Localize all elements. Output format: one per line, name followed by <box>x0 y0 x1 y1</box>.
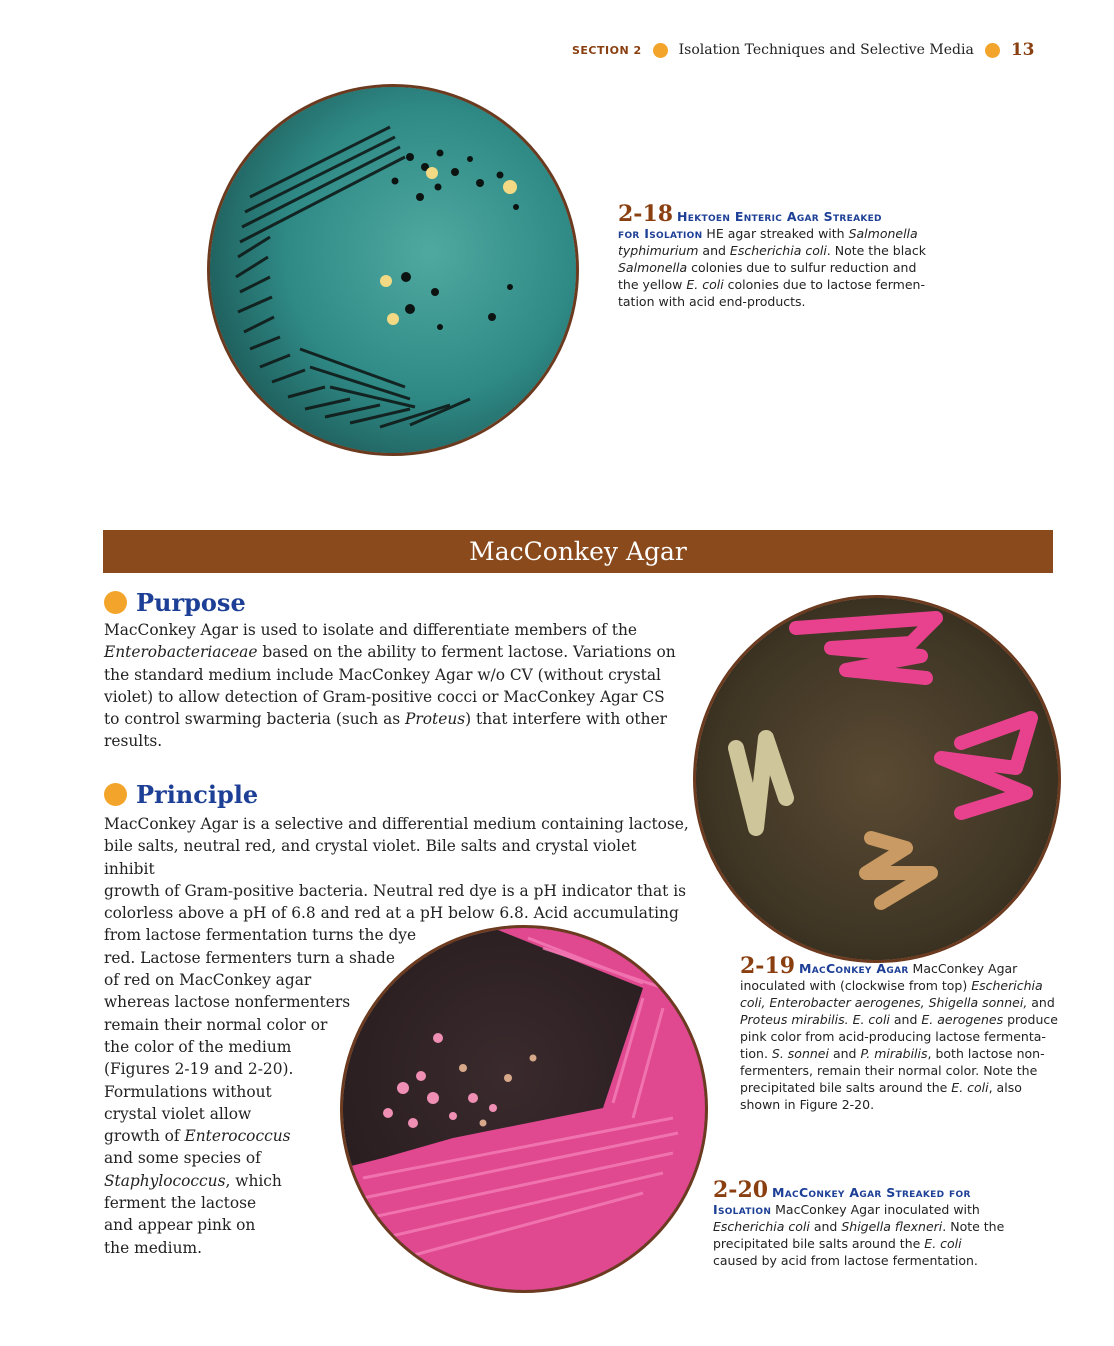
purpose-paragraph <box>104 619 689 753</box>
text-line: the medium. <box>104 1238 202 1257</box>
text-line: from lactose fermentation turns the dye <box>104 926 417 945</box>
text-line: red. Lactose fermenters turn a shade <box>104 948 395 967</box>
caption-line: fermenters, remain their normal color. Note the <box>740 1063 1038 1078</box>
text-line: bile salts, neutral red, and crystal violet. Bile salts and crystal violet inhibit <box>104 837 637 878</box>
figure-caption-text <box>713 1218 1043 1269</box>
running-header <box>572 38 1035 62</box>
bullet-dot-icon <box>985 43 1000 58</box>
figure-heading: MacConkey Agar <box>799 961 909 976</box>
text-line: (Figures 2-19 and 2-20). <box>104 1060 294 1079</box>
plate-photo-macconkey <box>693 595 1061 963</box>
bullet-dot-icon <box>104 591 127 614</box>
text-line: and appear pink on <box>104 1216 256 1235</box>
text-line: violet) to allow detection of Gram-positive cocci or MacConkey Agar CS <box>104 687 665 706</box>
heading-text: Principle <box>136 780 259 809</box>
principle-heading <box>104 780 258 809</box>
caption-line: precipitated bile salts around the E. coli <box>713 1236 962 1251</box>
figure-caption-text: MacConkey Agar <box>912 961 1018 976</box>
figure-caption-text: MacConkey Agar inoculated with <box>775 1202 980 1217</box>
plate-photo-hektoen <box>207 84 579 456</box>
text-line: MacConkey Agar is used to isolate and differentiate members of the <box>104 621 637 639</box>
caption-line: shown in Figure 2-20. <box>740 1097 875 1112</box>
caption-line: the yellow E. coli colonies due to lactose fermen- <box>618 277 925 292</box>
text-line: results. <box>104 732 163 751</box>
caption-line: pink color from acid-producing lactose fermenta- <box>740 1029 1046 1044</box>
figure-number: 2-19 <box>740 953 796 979</box>
text-line: of red on MacConkey agar <box>104 971 312 990</box>
page-number: 13 <box>1010 40 1035 60</box>
figure-caption-text <box>740 977 1060 1113</box>
figure-number: 2-20 <box>713 1177 769 1203</box>
section-label: SECTION 2 <box>572 43 642 57</box>
section-banner <box>103 530 1053 573</box>
text-line: Staphylococcus, which <box>104 1171 282 1190</box>
text-line: whereas lactose nonfermenters <box>104 993 351 1012</box>
figure-heading: Hektoen Enteric Agar Streaked <box>677 209 882 224</box>
figure-caption-2-18 <box>618 201 958 310</box>
figure-caption-2-20 <box>713 1177 1043 1269</box>
purpose-heading <box>104 588 246 617</box>
text-line: and some species of <box>104 1149 261 1168</box>
macconkey-plate-illustration <box>696 598 1058 960</box>
caption-line: Proteus mirabilis. E. coli and E. aerogenes produce <box>740 1012 1058 1027</box>
heading-text: Purpose <box>136 588 246 617</box>
text-line: growth of Enterococcus <box>104 1127 291 1146</box>
figure-caption-text: HE agar streaked with Salmonella <box>706 226 918 241</box>
text-line: Formulations without <box>104 1082 272 1101</box>
figure-heading-cont: for Isolation <box>618 226 703 241</box>
caption-line: tion. S. sonnei and P. mirabilis, both lactose non- <box>740 1046 1045 1061</box>
text-line: the standard medium include MacConkey Agar w/o CV (without crystal <box>104 665 661 684</box>
banner-title: MacConkey Agar <box>469 537 687 566</box>
figure-heading: MacConkey Agar Streaked for <box>772 1185 971 1200</box>
text-line: crystal violet allow <box>104 1104 252 1123</box>
text-line: Enterobacteriaceae based on the ability to ferment lactose. Variations on <box>104 643 676 662</box>
hektoen-plate-illustration <box>210 87 576 453</box>
text-line: colorless above a pH of 6.8 and red at a pH below 6.8. Acid accumulating <box>104 904 679 923</box>
caption-line: typhimurium and Escherichia coli. Note the black <box>618 243 926 258</box>
section-title: Isolation Techniques and Selective Media <box>678 42 974 58</box>
text-line: remain their normal color or <box>104 1015 328 1034</box>
text-line: MacConkey Agar is a selective and differential medium containing lactose, <box>104 815 689 833</box>
text-line: the color of the medium <box>104 1037 292 1056</box>
plate-photo-macconkey-streak <box>340 925 708 1293</box>
bullet-dot-icon <box>653 43 668 58</box>
text-line: growth of Gram-positive bacteria. Neutral red dye is a pH indicator that is <box>104 881 687 900</box>
text-line: to control swarming bacteria (such as Proteus) that interfere with other <box>104 710 667 729</box>
figure-heading-cont: Isolation <box>713 1202 772 1217</box>
figure-caption-2-19 <box>740 953 1060 1113</box>
caption-line: Escherichia coli and Shigella flexneri. Note the <box>713 1219 1005 1234</box>
figure-number: 2-18 <box>618 201 674 227</box>
caption-line: precipitated bile salts around the E. coli, also <box>740 1080 1022 1095</box>
caption-line: coli, Enterobacter aerogenes, Shigella sonnei, and <box>740 995 1055 1010</box>
caption-line: inoculated with (clockwise from top) Escherichia <box>740 978 1043 993</box>
macconkey-streak-illustration <box>343 928 705 1290</box>
caption-line: caused by acid from lactose fermentation. <box>713 1253 978 1268</box>
caption-line: tation with acid end-products. <box>618 294 806 309</box>
text-line: ferment the lactose <box>104 1194 257 1213</box>
bullet-dot-icon <box>104 783 127 806</box>
caption-line: Salmonella colonies due to sulfur reduction and <box>618 260 917 275</box>
